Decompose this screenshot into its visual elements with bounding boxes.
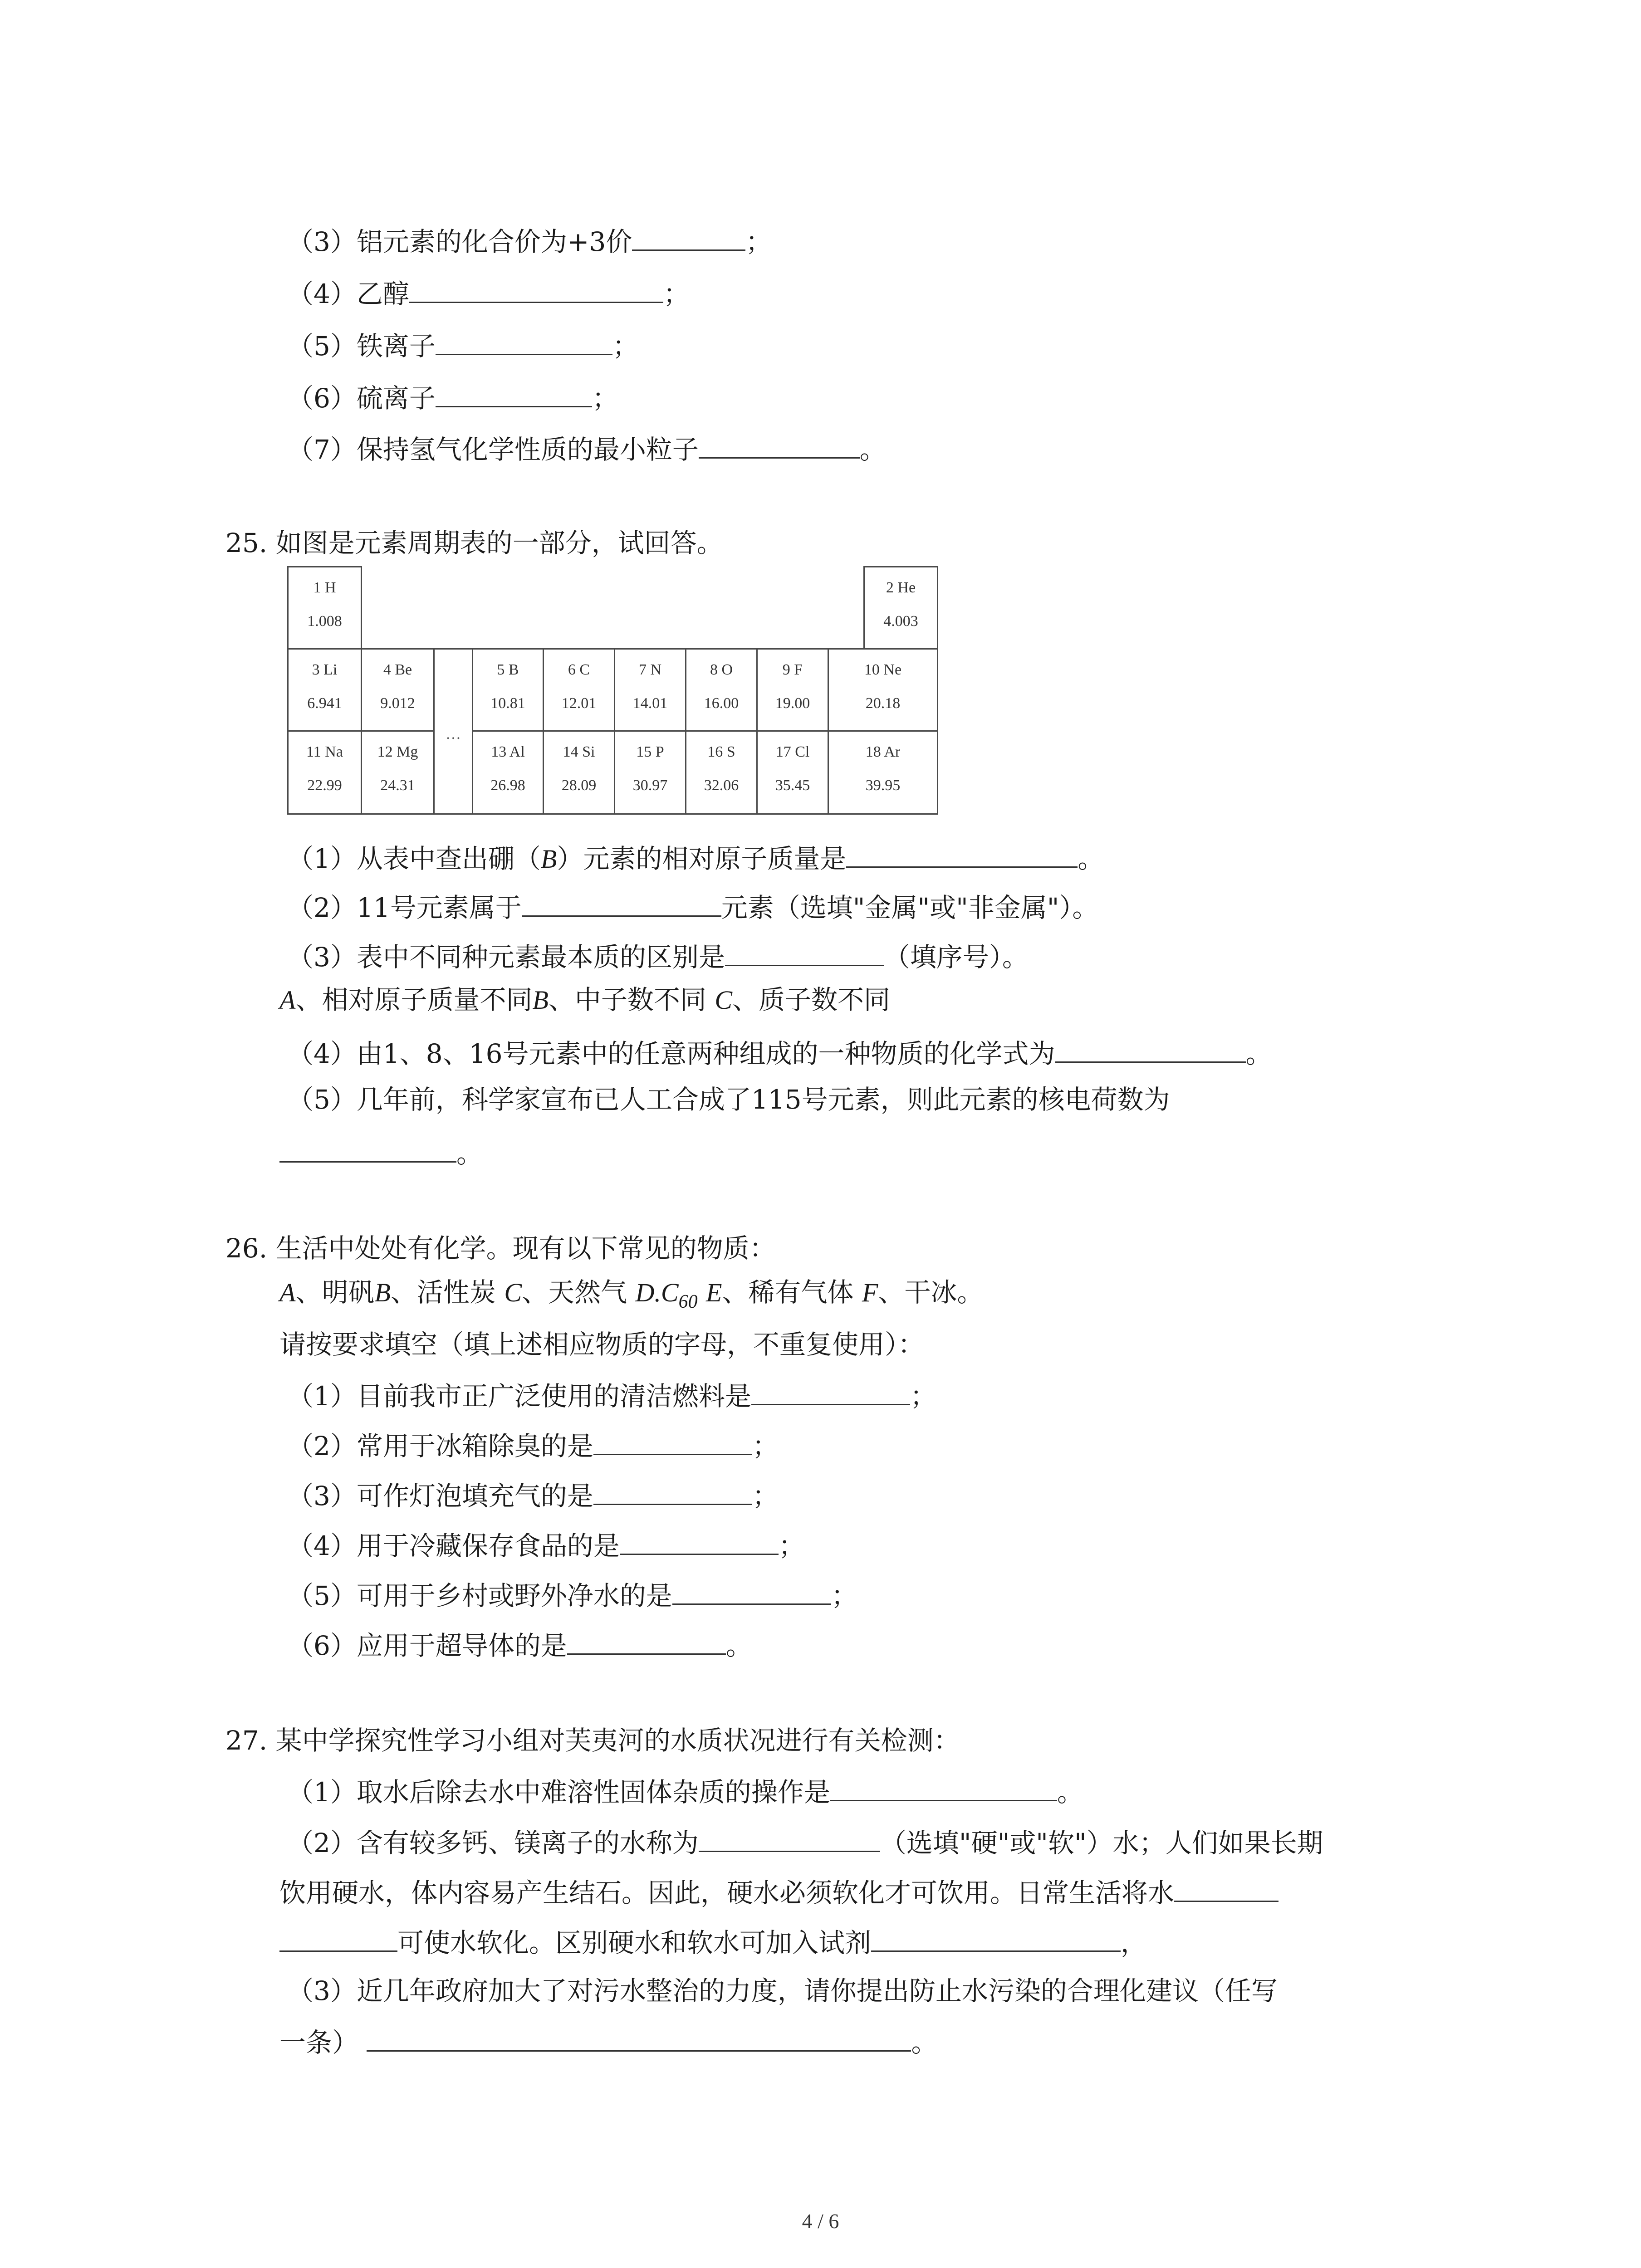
q26-sub-3: （3）可作灯泡填充气的是 ；: [287, 1481, 779, 1511]
q26-title: 26. 生活中处处有化学。现有以下常见的物质：: [225, 1233, 776, 1264]
q27-sub-2-line-2: 饮用硬水，体内容易产生结石。因此，硬水必须软化才可饮用。日常生活将水: [279, 1878, 1279, 1906]
q24-item-4: （4）乙醇 ；: [287, 279, 690, 309]
answer-blank[interactable]: [593, 1431, 752, 1455]
q27-sub-2-line-3: 可使水软化。区别硬水和软水可加入试剂 ，: [279, 1928, 1147, 1956]
q26-sub-1: （1）目前我市正广泛使用的清洁燃料是 ；: [287, 1381, 936, 1412]
q25-sub-4: （4）由1、8、16号元素中的任意两种组成的一种物质的化学式为 。: [287, 1038, 1272, 1069]
element-cell-c: 6 C 12.01: [543, 648, 615, 732]
answer-blank[interactable]: [846, 844, 1078, 868]
page-number: 4 / 6: [802, 2209, 839, 2233]
q26-instructions: 请按要求填空（填上述相应物质的字母，不重复使用）：: [279, 1329, 925, 1360]
element-cell-he: 2 He 4.003: [863, 566, 938, 650]
answer-blank[interactable]: [751, 1381, 910, 1405]
answer-blank[interactable]: [567, 1631, 726, 1655]
q27-sub-1: （1）取水后除去水中难溶性固体杂质的操作是 。: [287, 1777, 1083, 1808]
element-cell-al: 13 Al 26.98: [472, 730, 544, 815]
q25-sub-5-answer: 。: [279, 1139, 483, 1167]
answer-blank[interactable]: [409, 279, 663, 303]
element-cell-o: 8 O 16.00: [685, 648, 758, 732]
q27-title: 27. 某中学探究性学习小组对芙夷河的水质状况进行有关检测：: [225, 1725, 960, 1756]
element-cell-b: 5 B 10.81: [472, 648, 544, 732]
answer-blank[interactable]: [436, 331, 612, 355]
element-cell-f: 9 F 19.00: [756, 648, 829, 732]
answer-blank[interactable]: [830, 1777, 1057, 1801]
q27-sub-3-line-1: （3）近几年政府加大了对污水整治的力度，请你提出防止水污染的合理化建议（任写: [287, 1975, 1278, 2006]
element-cell-ar: 18 Ar 39.95: [828, 730, 938, 815]
q25-sub-5: （5）几年前，科学家宣布已人工合成了115号元素，则此元素的核电荷数为: [287, 1084, 1170, 1115]
element-cell-h: 1 H 1.008: [287, 566, 362, 650]
answer-blank[interactable]: [1055, 1039, 1246, 1063]
element-cell-si: 14 Si 28.09: [543, 730, 615, 815]
answer-blank[interactable]: [699, 1828, 880, 1852]
answer-blank[interactable]: [725, 942, 884, 966]
q26-sub-2: （2）常用于冰箱除臭的是 ；: [287, 1431, 779, 1461]
answer-blank[interactable]: [367, 2028, 911, 2052]
answer-blank[interactable]: [699, 435, 860, 459]
answer-blank[interactable]: [593, 1481, 752, 1505]
answer-blank[interactable]: [279, 1139, 456, 1163]
q27-sub-3-line-2: 一条） 。: [279, 2027, 938, 2058]
element-cell-cl: 17 Cl 35.45: [756, 730, 829, 815]
answer-blank[interactable]: [871, 1928, 1121, 1952]
element-cell-s: 16 S 32.06: [685, 730, 758, 815]
q24-item-3: （3）铝元素的化合价为+3价 ；: [287, 226, 772, 257]
q24-item-7: （7）保持氢气化学性质的最小粒子 。: [287, 434, 886, 465]
q25-options: A、相对原子质量不同B、中子数不同 C、质子数不同: [279, 984, 891, 1015]
element-cell-n: 7 N 14.01: [614, 648, 686, 732]
q25-sub-3: （3）表中不同种元素最本质的区别是 （填序号）。: [287, 942, 1029, 973]
q24-item-6: （6）硫离子 ；: [287, 383, 618, 414]
q26-sub-4: （4）用于冷藏保存食品的是 ；: [287, 1530, 805, 1561]
q26-options: A、明矾B、活性炭 C、天然气 $D.C_{60}$ E、稀有气体 F、干冰。: [279, 1277, 984, 1312]
element-cell-mg: 12 Mg 24.31: [361, 730, 435, 815]
answer-blank[interactable]: [522, 893, 721, 917]
answer-blank[interactable]: [1174, 1878, 1279, 1902]
answer-blank[interactable]: [632, 227, 745, 251]
answer-blank[interactable]: [436, 383, 592, 407]
q25-sub-2: （2）11号元素属于 元素（选填"金属"或"非金属"）。: [287, 892, 1099, 923]
answer-blank[interactable]: [672, 1581, 831, 1605]
answer-blank: [279, 1928, 397, 1952]
q27-sub-2-line-1: （2）含有较多钙、镁离子的水称为 （选填"硬"或"软"）水；人们如果长期: [287, 1828, 1323, 1858]
element-cell-be: 4 Be 9.012: [361, 648, 435, 732]
element-cell-p: 15 P 30.97: [614, 730, 686, 815]
q25-sub-1: （1）从表中查出硼（B）元素的相对原子质量是 。: [287, 843, 1104, 874]
element-cell-na: 11 Na 22.99: [287, 730, 362, 815]
answer-blank[interactable]: [620, 1531, 779, 1555]
ellipsis-cell: …: [433, 648, 473, 815]
q26-sub-6: （6）应用于超导体的是 。: [287, 1630, 752, 1661]
element-cell-li: 3 Li 6.941: [287, 648, 362, 732]
q24-item-5: （5）铁离子 ；: [287, 331, 639, 362]
element-cell-ne: 10 Ne 20.18: [828, 648, 938, 732]
q25-title: 25. 如图是元素周期表的一部分，试回答。: [225, 528, 723, 558]
periodic-table: [287, 566, 938, 815]
q26-sub-5: （5）可用于乡村或野外净水的是 ；: [287, 1580, 857, 1611]
